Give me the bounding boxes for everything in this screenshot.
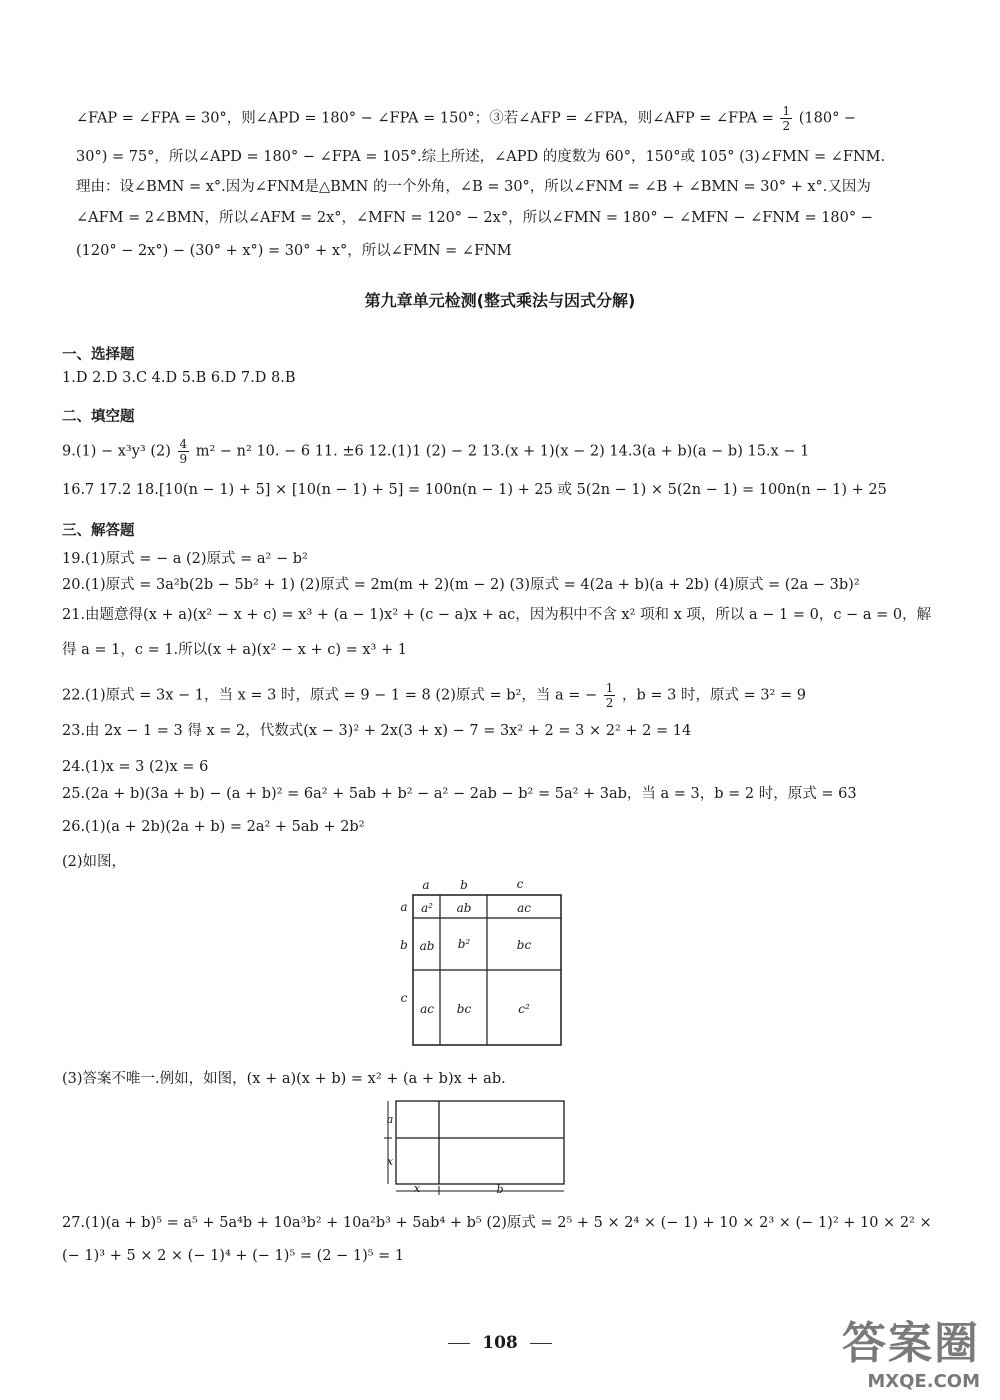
fill-answers-line-2: 16.7 17.2 18.[10(n − 1) + 5] × [10(n − 1) + 5] = 100n(n − 1) + 25 或 5(2n − 1) × 5(2n − 1) = 100n(n − 1) + 25 [62, 482, 887, 498]
page-dash [530, 1343, 552, 1344]
text-line: 理由：设∠BMN = x°.因为∠FNM是△BMN 的一个外角，∠B = 30°，所以∠FNM = ∠B + ∠BMN = 30° + x°.又因为 [76, 179, 871, 195]
grid-cell: ab [456, 901, 472, 915]
answer-21-line-1: 21.由题意得(x + a)(x² − x + c) = x³ + (a − 1)x² + (c − a)x + ac，因为积中不含 x² 项和 x 项，所以 a − 1 = 0，c − a = 0，解 [62, 607, 932, 623]
chapter-title: 第九章单元检测(整式乘法与因式分解) [364, 291, 636, 310]
fraction [604, 682, 616, 709]
answer-24: 24.(1)x = 3 (2)x = 6 [62, 759, 209, 775]
grid-cell: ac [420, 1002, 434, 1016]
fraction-denominator: 2 [605, 696, 614, 710]
text-segment: 9.(1) − x³y³ (2) [62, 443, 171, 460]
grid-row-label: c [400, 991, 408, 1005]
area-grid-figure [390, 874, 570, 1049]
fraction [780, 105, 792, 132]
text-segment: (180° − [798, 110, 857, 127]
grid-col-label: c [516, 877, 524, 891]
fraction-numerator: 4 [179, 437, 188, 451]
answer-20: 20.(1)原式 = 3a²b(2b − 5b² + 1) (2)原式 = 2m(m + 2)(m − 2) (3)原式 = 4(2a + b)(a + 2b) (4)原式 = (2a − 3b)² [62, 577, 860, 593]
fraction-numerator: 1 [782, 104, 791, 118]
grid-row-label: a [400, 900, 408, 914]
grid-cell: ab [419, 939, 435, 953]
rectangle-figure [378, 1094, 573, 1200]
rect-bottom-label: b [496, 1183, 504, 1196]
text-line [76, 105, 856, 132]
text-line: ∠AFM = 2∠BMN，所以∠AFM = 2x°，∠MFN = 120° − 2x°，所以∠FMN = 180° − ∠MFN − ∠FNM = 180° − [76, 210, 873, 226]
answer-26-part-2: (2)如图， [62, 854, 127, 870]
grid-cell: b² [457, 937, 471, 951]
watermark-url: MXQE.COM [867, 1371, 980, 1392]
choice-answers: 1.D 2.D 3.C 4.D 5.B 6.D 7.D 8.B [62, 370, 296, 386]
text-line: (120° − 2x°) − (30° + x°) = 30° + x°，所以∠FMN = ∠FNM [76, 243, 512, 259]
answer-23: 23.由 2x − 1 = 3 得 x = 2，代数式(x − 3)² + 2x(3 + x) − 7 = 3x² + 2 = 3 × 2² + 2 = 14 [62, 723, 692, 739]
text-line: 30°) = 75°，所以∠APD = 180° − ∠FPA = 105°.综上所述，∠APD 的度数为 60°，150°或 105° (3)∠FMN = ∠FNM. [76, 149, 886, 165]
grid-cell: bc [456, 1002, 472, 1016]
answer-21-line-2: 得 a = 1，c = 1.所以(x + a)(x² − x + c) = x³ + 1 [62, 642, 407, 658]
rect-bottom-label: x [413, 1182, 421, 1195]
fraction-denominator: 9 [179, 452, 188, 466]
grid-row-label: b [400, 938, 408, 952]
text-segment: m² − n² 10. − 6 11. ±6 12.(1)1 (2) − 2 13.(x + 1)(x − 2) 14.3(a + b)(a − b) 15.x − 1 [195, 443, 810, 460]
answer-19: 19.(1)原式 = − a (2)原式 = a² − b² [62, 551, 308, 567]
rect-left-label: x [386, 1155, 394, 1168]
watermark [840, 1307, 980, 1392]
section-heading-choice: 一、选择题 [62, 347, 135, 363]
section-heading-solve: 三、解答题 [62, 523, 135, 539]
answer-26-part-3: (3)答案不唯一.例如，如图，(x + a)(x + b) = x² + (a + b)x + ab. [62, 1071, 506, 1087]
answer-27-line-2: (− 1)³ + 5 × 2 × (− 1)⁴ + (− 1)⁵ = (2 − 1)⁵ = 1 [62, 1248, 405, 1264]
rect-border [396, 1101, 564, 1184]
fill-answers-line-1 [62, 438, 809, 465]
answer-22 [62, 682, 806, 709]
grid-cell: ac [517, 901, 531, 915]
section-heading-fill: 二、填空题 [62, 409, 135, 425]
fraction [178, 438, 190, 465]
text-segment: 22.(1)原式 = 3x − 1，当 x = 3 时，原式 = 9 − 1 = 8 (2)原式 = b²，当 a = − [62, 687, 598, 704]
rect-left-label: a [386, 1113, 394, 1126]
grid-col-label: b [460, 878, 468, 892]
grid-cell: c² [518, 1002, 530, 1016]
answer-26-part-1: 26.(1)(a + 2b)(2a + b) = 2a² + 5ab + 2b² [62, 819, 365, 835]
page-dash [448, 1343, 470, 1344]
text-segment: ∠FAP = ∠FPA = 30°，则∠APD = 180° − ∠FPA = 150°；③若∠AFP = ∠FPA，则∠AFP = ∠FPA = [76, 110, 774, 127]
grid-cell: bc [516, 938, 532, 952]
fraction-numerator: 1 [605, 681, 614, 695]
text-segment: ，b = 3 时，原式 = 3² = 9 [621, 687, 806, 704]
fraction-denominator: 2 [782, 119, 791, 133]
answer-25: 25.(2a + b)(3a + b) − (a + b)² = 6a² + 5ab + b² − a² − 2ab − b² = 5a² + 3ab，当 a = 3，b = 2 时，原式 = 63 [62, 786, 857, 802]
answer-27-line-1: 27.(1)(a + b)⁵ = a⁵ + 5a⁴b + 10a³b² + 10a²b³ + 5ab⁴ + b⁵ (2)原式 = 2⁵ + 5 × 2⁴ × (− 1) + 10 × 2³ × (− 1)² + 10 × 2² × [62, 1215, 932, 1231]
grid-cell: a² [421, 901, 433, 915]
page-number-value: 108 [482, 1333, 518, 1353]
watermark-logo: 答案圈 [842, 1318, 980, 1369]
grid-col-label: a [422, 878, 430, 892]
